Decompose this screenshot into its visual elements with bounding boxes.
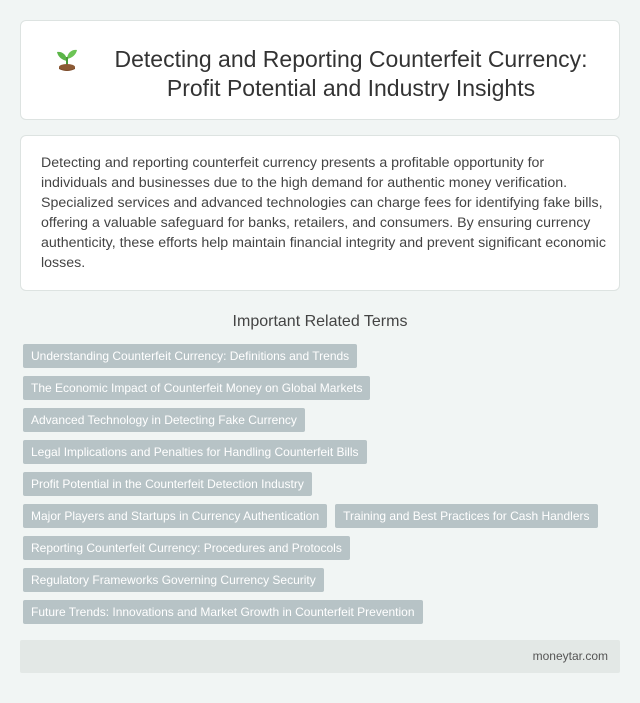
term-row [23,408,623,432]
footer-site-link[interactable]: moneytar.com [532,649,608,663]
seedling-icon [55,45,79,75]
term-tag[interactable]: Legal Implications and Penalties for Handling Counterfeit Bills [23,440,367,464]
term-tag[interactable]: The Economic Impact of Counterfeit Money on Global Markets [23,376,370,400]
terms-list [23,344,623,632]
terms-title: Important Related Terms [232,313,408,330]
term-row [23,568,623,592]
term-tag[interactable]: Understanding Counterfeit Currency: Definitions and Trends [23,344,357,368]
term-tag[interactable]: Advanced Technology in Detecting Fake Currency [23,408,305,432]
header-card [20,20,620,120]
intro-card [20,135,620,291]
term-tag[interactable]: Regulatory Frameworks Governing Currency Security [23,568,324,592]
term-tag[interactable]: Reporting Counterfeit Currency: Procedures and Protocols [23,536,350,560]
term-tag[interactable]: Training and Best Practices for Cash Handlers [335,504,597,528]
term-row [23,376,623,400]
term-row [23,440,623,464]
term-row [23,536,623,560]
term-row [23,344,623,368]
term-tag[interactable]: Major Players and Startups in Currency Authentication [23,504,327,528]
term-row [23,600,623,624]
term-tag[interactable]: Profit Potential in the Counterfeit Detection Industry [23,472,312,496]
term-row [23,504,623,528]
page-title: Detecting and Reporting Counterfeit Currency: Profit Potential and Industry Insights [114,46,588,101]
term-tag[interactable]: Future Trends: Innovations and Market Growth in Counterfeit Prevention [23,600,423,624]
footer [20,640,620,673]
intro-text: Detecting and reporting counterfeit currency presents a profitable opportunity for individuals and businesses due to the high demand for authentic money verification. Specialized services and advanced technologies can charge fees for identifying fake bills, offering a valuable safeguard for banks, retailers, and consumers. By ensuring currency authenticity, these efforts help maintain financial integrity and prevent significant economic losses. [41,155,606,271]
term-row [23,472,623,496]
